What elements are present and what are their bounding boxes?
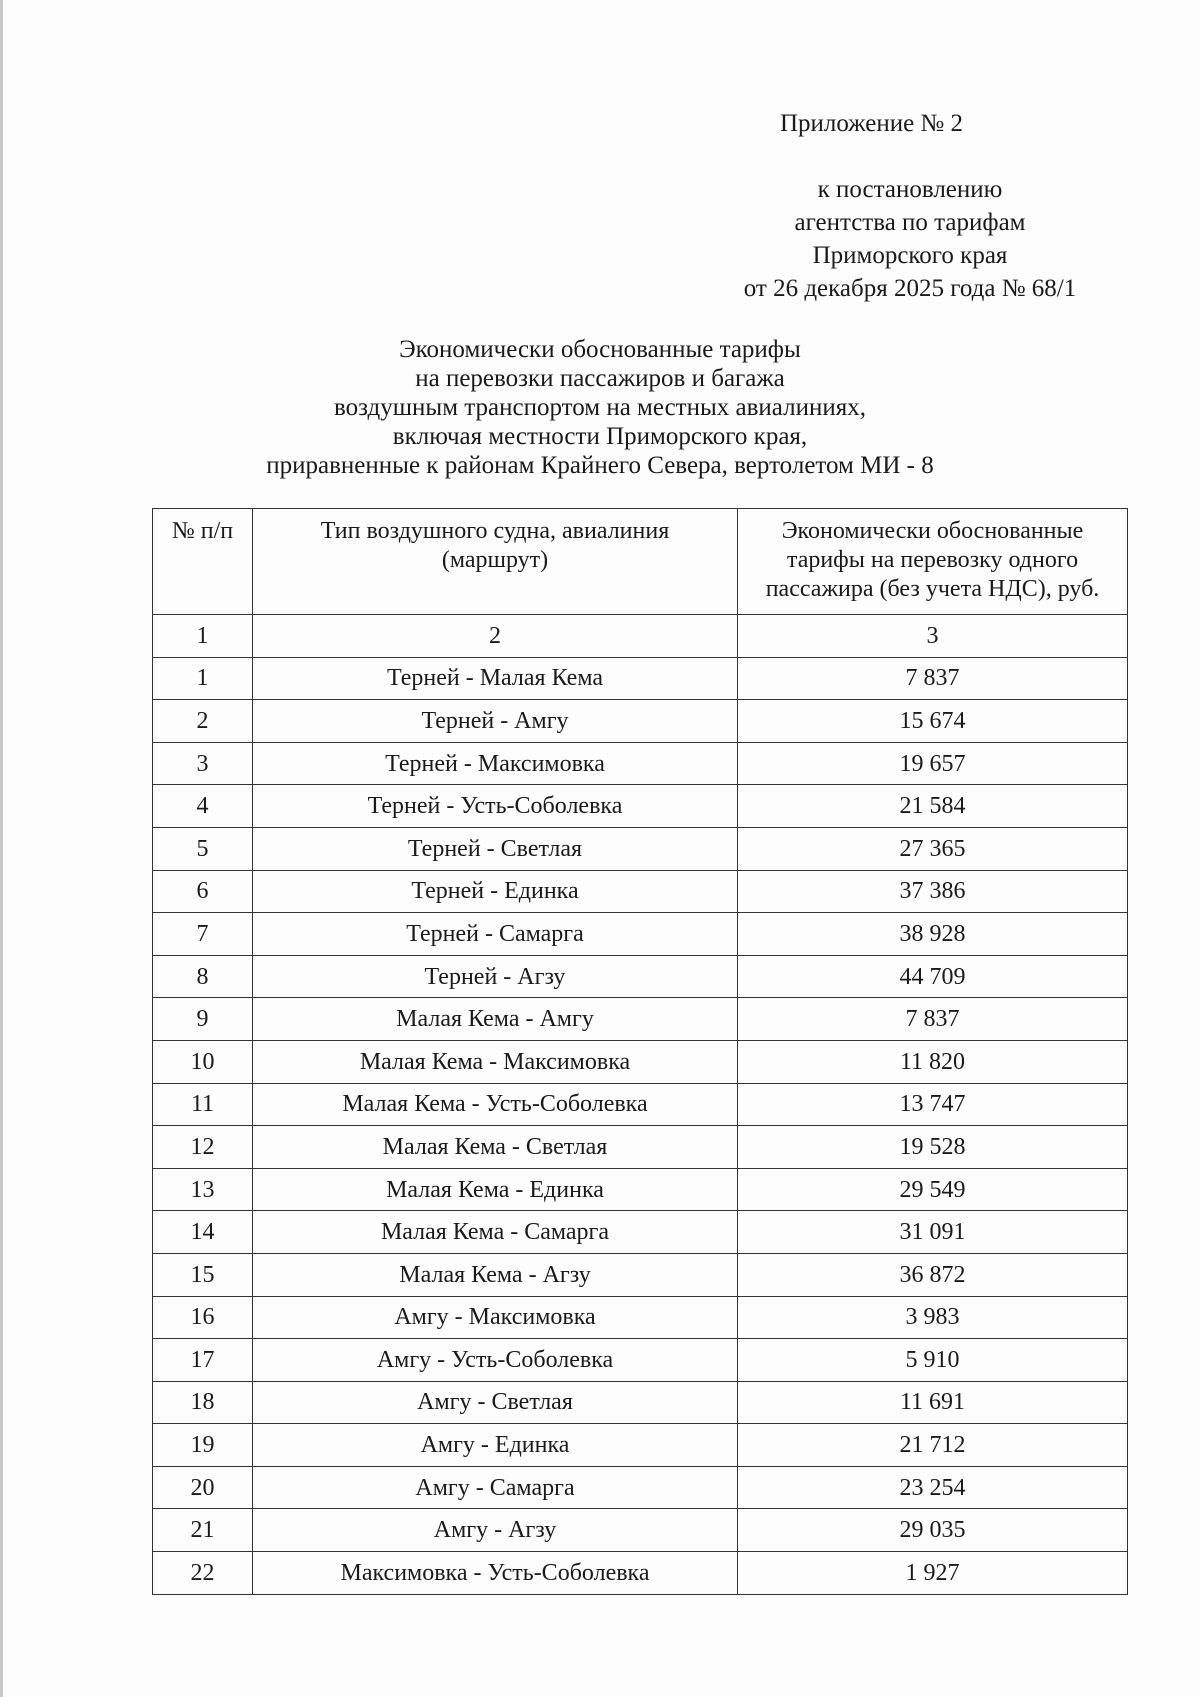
table-row [153, 1040, 1128, 1083]
tariff-cell: 21 584 [738, 785, 1128, 828]
table-row [153, 657, 1128, 700]
tariff-cell: 21 712 [738, 1424, 1128, 1467]
tariff-cell: 27 365 [738, 827, 1128, 870]
row-number: 3 [153, 742, 253, 785]
tariff-cell: 11 691 [738, 1381, 1128, 1424]
table-row [153, 1424, 1128, 1467]
table-row [153, 1509, 1128, 1552]
tariff-cell: 36 872 [738, 1253, 1128, 1296]
route-cell: Малая Кема - Амгу [253, 998, 738, 1041]
tariff-cell: 13 747 [738, 1083, 1128, 1126]
table-row [153, 827, 1128, 870]
route-cell: Амгу - Максимовка [253, 1296, 738, 1339]
tariff-cell: 29 549 [738, 1168, 1128, 1211]
page-edge-shadow [0, 0, 3, 1697]
route-cell: Амгу - Светлая [253, 1381, 738, 1424]
row-number: 17 [153, 1339, 253, 1382]
row-number: 14 [153, 1211, 253, 1254]
tariff-cell: 44 709 [738, 955, 1128, 998]
route-cell: Амгу - Единка [253, 1424, 738, 1467]
row-number: 13 [153, 1168, 253, 1211]
row-number: 9 [153, 998, 253, 1041]
table-row [153, 1253, 1128, 1296]
appendix-line: Приморского края [812, 242, 1008, 269]
title-line: включая местности Приморского края, [392, 423, 808, 450]
table-row [153, 785, 1128, 828]
title-line: Экономически обоснованные тарифы [399, 336, 801, 363]
table-row [153, 955, 1128, 998]
route-cell: Максимовка - Усть-Соболевка [253, 1552, 738, 1595]
row-number: 1 [153, 657, 253, 700]
row-number: 18 [153, 1381, 253, 1424]
column-number: 3 [738, 615, 1128, 658]
route-cell: Терней - Единка [253, 870, 738, 913]
row-number: 19 [153, 1424, 253, 1467]
table-row [153, 998, 1128, 1041]
tariff-table [152, 508, 1128, 1595]
tariff-cell: 19 657 [738, 742, 1128, 785]
row-number: 6 [153, 870, 253, 913]
route-cell: Малая Кема - Единка [253, 1168, 738, 1211]
table-row [153, 1168, 1128, 1211]
row-number: 15 [153, 1253, 253, 1296]
title-line: приравненные к районам Крайнего Севера, вертолетом МИ - 8 [266, 452, 934, 479]
route-cell: Малая Кема - Усть-Соболевка [253, 1083, 738, 1126]
table-row [153, 1083, 1128, 1126]
row-number: 8 [153, 955, 253, 998]
tariff-cell: 3 983 [738, 1296, 1128, 1339]
route-cell: Терней - Максимовка [253, 742, 738, 785]
row-number: 7 [153, 913, 253, 956]
tariff-cell: 15 674 [738, 700, 1128, 743]
table-row [153, 700, 1128, 743]
column-number: 2 [253, 615, 738, 658]
route-cell: Малая Кема - Светлая [253, 1126, 738, 1169]
row-number: 20 [153, 1466, 253, 1509]
appendix-line: от 26 декабря 2025 года № 68/1 [743, 275, 1077, 302]
route-cell: Терней - Усть-Соболевка [253, 785, 738, 828]
route-cell: Терней - Светлая [253, 827, 738, 870]
column-number: 1 [153, 615, 253, 658]
table-row [153, 1126, 1128, 1169]
route-cell: Амгу - Агзу [253, 1509, 738, 1552]
table-row [153, 1552, 1128, 1595]
tariff-cell: 11 820 [738, 1040, 1128, 1083]
appendix-line: агентства по тарифам [794, 209, 1026, 236]
route-cell: Терней - Самарга [253, 913, 738, 956]
tariff-cell: 19 528 [738, 1126, 1128, 1169]
row-number: 11 [153, 1083, 253, 1126]
row-number: 10 [153, 1040, 253, 1083]
tariff-cell: 29 035 [738, 1509, 1128, 1552]
row-number: 12 [153, 1126, 253, 1169]
tariff-cell: 7 837 [738, 998, 1128, 1041]
table-header-row [153, 509, 1128, 615]
column-number-row [153, 615, 1128, 658]
tariff-cell: 7 837 [738, 657, 1128, 700]
row-number: 21 [153, 1509, 253, 1552]
row-number: 5 [153, 827, 253, 870]
route-cell: Терней - Амгу [253, 700, 738, 743]
table-row [153, 742, 1128, 785]
title-line: воздушным транспортом на местных авиалиниях, [334, 394, 866, 421]
tariff-cell: 37 386 [738, 870, 1128, 913]
route-cell: Терней - Малая Кема [253, 657, 738, 700]
tariff-cell: 5 910 [738, 1339, 1128, 1382]
header-number: № п/п [153, 509, 253, 615]
appendix-line: к постановлению [817, 176, 1003, 203]
row-number: 16 [153, 1296, 253, 1339]
table-row [153, 1211, 1128, 1254]
row-number: 2 [153, 700, 253, 743]
appendix-number: Приложение № 2 [780, 110, 964, 137]
header-tariff: Экономически обоснованные тарифы на перевозку одного пассажира (без учета НДС), руб. [738, 509, 1128, 615]
route-cell: Терней - Агзу [253, 955, 738, 998]
route-cell: Амгу - Самарга [253, 1466, 738, 1509]
route-cell: Малая Кема - Максимовка [253, 1040, 738, 1083]
route-cell: Малая Кема - Самарга [253, 1211, 738, 1254]
table-row [153, 1339, 1128, 1382]
table-row [153, 1381, 1128, 1424]
table-row [153, 1466, 1128, 1509]
tariff-cell: 38 928 [738, 913, 1128, 956]
row-number: 22 [153, 1552, 253, 1595]
table-row [153, 870, 1128, 913]
title-line: на перевозки пассажиров и багажа [415, 365, 785, 392]
route-cell: Малая Кема - Агзу [253, 1253, 738, 1296]
appendix-reference [700, 173, 1120, 305]
table-body [153, 615, 1128, 1595]
tariff-cell: 1 927 [738, 1552, 1128, 1595]
route-cell: Амгу - Усть-Соболевка [253, 1339, 738, 1382]
tariff-cell: 23 254 [738, 1466, 1128, 1509]
header-route: Тип воздушного судна, авиалиния (маршрут) [253, 509, 738, 615]
table-row [153, 1296, 1128, 1339]
row-number: 4 [153, 785, 253, 828]
table-row [153, 913, 1128, 956]
document-title [150, 335, 1050, 480]
tariff-cell: 31 091 [738, 1211, 1128, 1254]
